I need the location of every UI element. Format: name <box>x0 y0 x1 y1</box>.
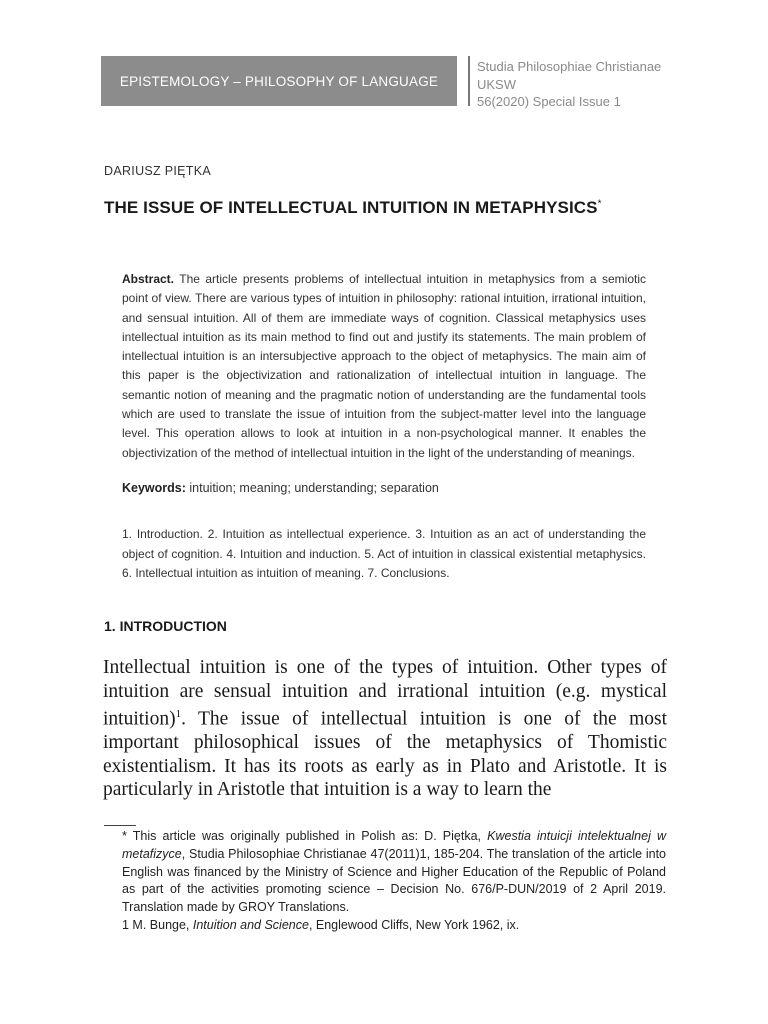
section-banner <box>101 56 457 106</box>
journal-publisher: UKSW <box>477 76 516 92</box>
body-paragraph <box>103 656 667 802</box>
footnote-rule <box>104 825 136 826</box>
keywords-text: intuition; meaning; understanding; separation <box>189 481 439 495</box>
footnote-1-lead: 1 M. Bunge, <box>122 917 193 932</box>
article-title-text: THE ISSUE OF INTELLECTUAL INTUITION IN METAPHYSICS <box>104 198 598 217</box>
header-divider <box>468 56 470 106</box>
footnote-ref-1[interactable]: 1 <box>175 708 182 721</box>
footnote-star-italic: Kwestia intuicji intelektualnej w metafizyce <box>122 829 666 861</box>
article-title <box>104 198 602 218</box>
section-label: EPISTEMOLOGY – PHILOSOPHY OF LANGUAGE <box>119 73 439 89</box>
footnote-1-italic: Intuition and Science <box>192 917 309 932</box>
footnote-1-rest: , Englewood Cliffs, New York 1962, ix. <box>308 917 520 932</box>
journal-name: Studia Philosophiae Christianae <box>477 59 662 74</box>
section-heading: 1. INTRODUCTION <box>104 618 227 634</box>
footnotes <box>122 828 666 935</box>
body-text-start: Intellectual intuition is one of the types of intuition. Other types of intuition are sensual intuition and irrational intuition (e.g. mystical intuition) <box>103 657 667 730</box>
abstract-text: The article presents problems of intellectual intuition in metaphysics from a semiotic point of view. There are various types of intuition in philosophy: rational intuition, irrational intuition, and sensual intuition. All of them are immediate ways of cognition. Classical metaphysics uses intellectual intuition as its main method to find out and justify its statements. The main problem of intellectual intuition is an intersubjective approach to the object of metaphysics. The main aim of this paper is the objectivization and rationalization of intellectual intuition in language. The semantic notion of meaning and the pragmatic notion of understanding are the fundamental tools which are used to translate the issue of intuition from the subject-matter level into the language level. This operation allows to look at intuition in a non-psychological manner. It enables the objectivization of the method of intellectual intuition in the light of the understanding of meanings. <box>122 272 646 460</box>
keywords <box>122 481 646 495</box>
abstract-label: Abstract. <box>122 272 175 286</box>
author-name: DARIUSZ PIĘTKA <box>104 164 211 178</box>
title-footnote-mark: * <box>597 198 602 210</box>
footnote-star-rest: , Studia Philosophiae Christianae 47(2011)1, 185-204. The translation of the article into English was financed by the Ministry of Science and Higher Education of the Republic of Poland as part of the activities promoting science – Decision No. 676/P-DUN/2019 of 2 April 2019. Translation made by GROY Translations. <box>122 846 666 915</box>
footnote-star <box>122 828 666 917</box>
journal-info <box>477 58 661 111</box>
keywords-label: Keywords: <box>122 481 186 495</box>
body-text-continued: . The issue of intellectual intuition is one of the most important philosophical issues of the metaphysics of Thomistic existentialism. It has its roots as early as in Plato and Aristotle. It is particularly in Aristotle that intuition is a way to learn the <box>103 708 667 801</box>
table-of-contents: 1. Introduction. 2. Intuition as intellectual experience. 3. Intuition as an act of understanding the object of cognition. 4. Intuition and induction. 5. Act of intuition in classical existential metaphysics. 6. Intellectual intuition as intuition of meaning. 7. Conclusions. <box>122 527 646 580</box>
footnote-star-lead: * This article was originally published in Polish as: D. Piętka, <box>122 829 488 843</box>
journal-issue: 56(2020) Special Issue 1 <box>477 94 621 109</box>
abstract <box>122 270 646 463</box>
footnote-1 <box>122 917 666 935</box>
